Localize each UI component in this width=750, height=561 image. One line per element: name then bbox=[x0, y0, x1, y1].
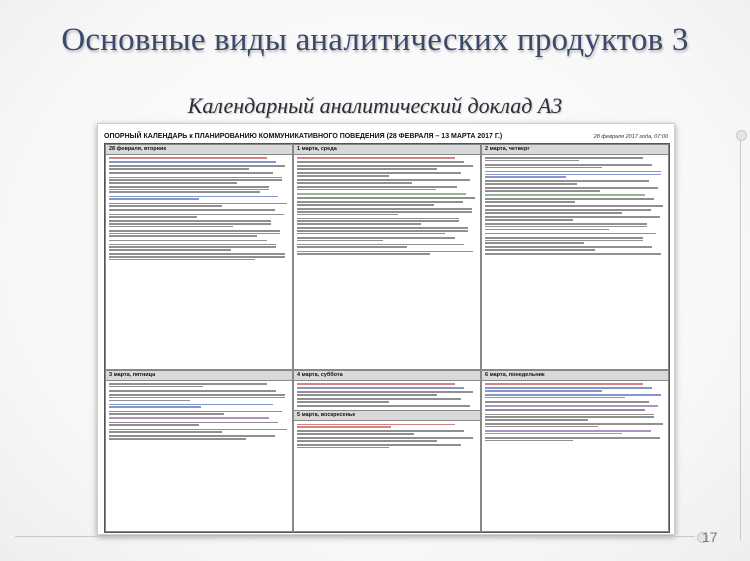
decorative-line bbox=[15, 536, 695, 537]
calendar-entry bbox=[297, 391, 477, 395]
calendar-entry bbox=[109, 177, 289, 184]
calendar-entry bbox=[109, 157, 289, 159]
document-title: ОПОРНЫЙ КАЛЕНДАРЬ к ПЛАНИРОВАНИЮ КОММУНИКАТИВНОГО ПОВЕДЕНИЯ (28 ФЕВРАЛЯ – 13 МАРТА 2017 Г.) bbox=[104, 133, 503, 140]
day-header: 6 марта, понедельник bbox=[482, 371, 668, 381]
calendar-entry bbox=[109, 411, 289, 415]
day-items bbox=[482, 381, 668, 445]
day-cell bbox=[105, 144, 293, 370]
calendar-entry bbox=[485, 253, 665, 255]
calendar-entry bbox=[485, 430, 665, 434]
day-items bbox=[294, 381, 480, 410]
calendar-entry bbox=[297, 424, 477, 428]
calendar-entry bbox=[109, 422, 289, 426]
calendar-entry bbox=[109, 214, 289, 218]
slide-subtitle: Календарный аналитический доклад А3 bbox=[187, 93, 563, 118]
calendar-entry bbox=[297, 218, 477, 225]
decorative-dot bbox=[736, 130, 747, 141]
calendar-entry bbox=[485, 180, 665, 184]
day-cell bbox=[293, 370, 481, 532]
day-header: 1 марта, среда bbox=[294, 145, 480, 155]
calendar-entry bbox=[109, 383, 289, 387]
calendar-entry bbox=[297, 237, 477, 241]
calendar-entry bbox=[485, 423, 665, 427]
slide-title: Основные виды аналитических продуктов 3 bbox=[61, 22, 689, 58]
calendar-entry bbox=[109, 244, 289, 251]
calendar-entry bbox=[485, 198, 665, 202]
decorative-line bbox=[740, 140, 741, 540]
calendar-entry bbox=[109, 172, 289, 174]
calendar-entry bbox=[297, 161, 477, 163]
calendar-entry bbox=[485, 216, 665, 220]
calendar-entry bbox=[485, 209, 665, 213]
calendar-entry bbox=[109, 429, 289, 433]
calendar-entry bbox=[297, 172, 477, 176]
calendar-entry bbox=[109, 390, 289, 392]
day-header: 5 марта, воскресенье bbox=[294, 410, 480, 421]
calendar-entry bbox=[485, 205, 665, 207]
day-cell bbox=[481, 144, 669, 370]
calendar-entry bbox=[109, 394, 289, 401]
calendar-entry bbox=[485, 437, 665, 441]
calendar-document bbox=[97, 123, 675, 535]
day-header: 4 марта, суббота bbox=[294, 371, 480, 381]
calendar-entry bbox=[485, 409, 665, 411]
day-items bbox=[106, 381, 292, 443]
calendar-entry bbox=[297, 186, 477, 190]
calendar-entry bbox=[297, 383, 477, 385]
calendar-entry bbox=[485, 233, 665, 235]
calendar-entry bbox=[109, 196, 289, 200]
calendar-grid bbox=[104, 143, 670, 533]
day-cell bbox=[293, 144, 481, 370]
calendar-entry bbox=[485, 171, 665, 178]
calendar-entry bbox=[485, 387, 665, 391]
calendar-entry bbox=[297, 201, 477, 205]
calendar-entry bbox=[109, 209, 289, 211]
calendar-entry bbox=[485, 394, 665, 398]
calendar-entry bbox=[109, 230, 289, 237]
day-header: 28 февраля, вторник bbox=[106, 145, 292, 155]
calendar-entry bbox=[109, 404, 289, 408]
calendar-entry bbox=[485, 246, 665, 250]
page-number: 17 bbox=[702, 529, 718, 545]
calendar-entry bbox=[297, 430, 477, 434]
calendar-entry bbox=[109, 203, 289, 207]
day-header: 2 марта, четверг bbox=[482, 145, 668, 155]
calendar-entry bbox=[297, 398, 477, 402]
calendar-entry bbox=[485, 383, 665, 385]
calendar-entry bbox=[485, 187, 665, 191]
calendar-entry bbox=[485, 414, 665, 421]
day-cell bbox=[105, 370, 293, 532]
calendar-entry bbox=[485, 223, 665, 230]
calendar-entry bbox=[297, 405, 477, 407]
calendar-entry bbox=[297, 157, 477, 159]
calendar-entry bbox=[485, 401, 665, 403]
calendar-entry bbox=[109, 253, 289, 260]
calendar-entry bbox=[485, 157, 665, 161]
calendar-entry bbox=[297, 197, 477, 199]
calendar-entry bbox=[297, 179, 477, 183]
calendar-entry bbox=[297, 444, 477, 448]
day-items bbox=[106, 155, 292, 264]
calendar-entry bbox=[485, 194, 665, 196]
calendar-entry bbox=[485, 164, 665, 168]
calendar-entry bbox=[109, 240, 289, 242]
calendar-entry bbox=[297, 251, 477, 255]
day-items bbox=[294, 421, 480, 452]
day-items bbox=[482, 155, 668, 259]
calendar-entry bbox=[297, 244, 477, 248]
calendar-entry bbox=[297, 437, 477, 441]
calendar-entry bbox=[109, 220, 289, 227]
calendar-entry bbox=[297, 193, 477, 195]
calendar-entry bbox=[297, 227, 477, 234]
document-date: 28 февраля 2017 года, 07:00 bbox=[593, 134, 668, 140]
calendar-entry bbox=[297, 387, 477, 389]
calendar-entry bbox=[109, 435, 289, 439]
calendar-entry bbox=[109, 417, 289, 419]
calendar-entry bbox=[109, 161, 289, 163]
calendar-entry bbox=[297, 208, 477, 215]
calendar-entry bbox=[109, 165, 289, 169]
day-cell bbox=[481, 370, 669, 532]
day-items bbox=[294, 155, 480, 259]
calendar-entry bbox=[109, 186, 289, 193]
calendar-entry bbox=[485, 405, 665, 407]
calendar-entry bbox=[485, 237, 665, 244]
calendar-entry bbox=[297, 165, 477, 169]
day-header: 3 марта, пятница bbox=[106, 371, 292, 381]
